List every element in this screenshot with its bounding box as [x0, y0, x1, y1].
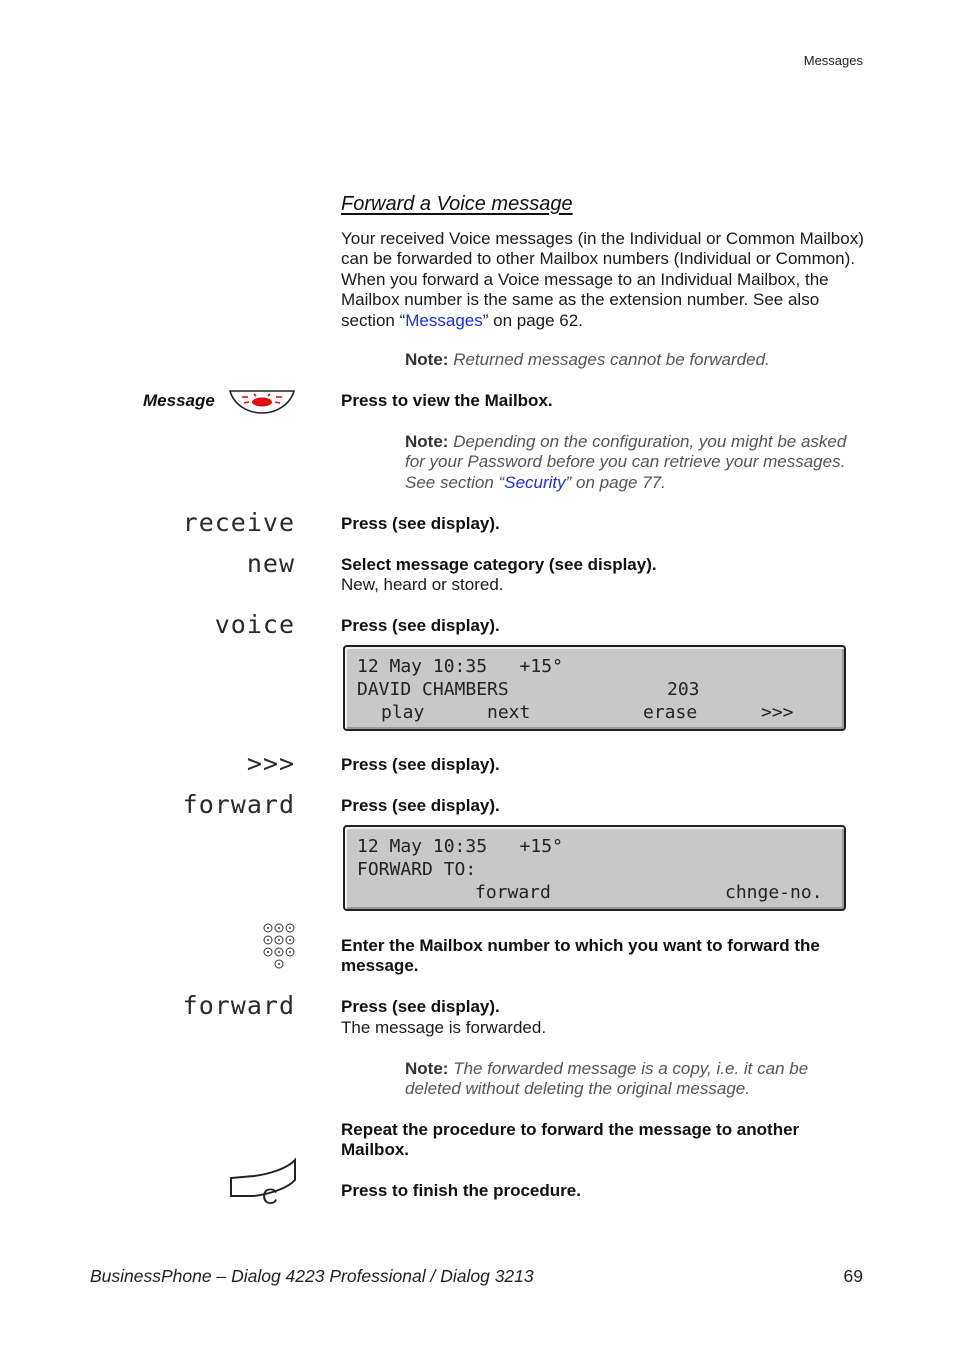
softkey-more[interactable]: >>> — [246, 749, 295, 778]
display-softkey-change-number: chnge-no. — [725, 882, 823, 903]
instruction-forward-confirm: Press (see display). — [341, 997, 500, 1016]
softkey-voice[interactable]: voice — [214, 610, 295, 639]
intro-text: Your received Voice messages (in the Individual or Common Mailbox) can be forwarded to other Mailbox numbers (Individual or Common). When you forward a Voice message to an Individual Mailbox, the Mailbox number is the same as the extension number. See also section “ — [341, 229, 864, 330]
display-softkey-play: play — [381, 702, 425, 723]
note-password — [405, 432, 865, 493]
softkey-new[interactable]: new — [246, 549, 295, 578]
display-softkey-next: next — [487, 702, 531, 723]
security-link[interactable]: Security — [504, 472, 566, 492]
note-returned — [405, 350, 865, 370]
instruction-repeat: Repeat the procedure to forward the message to another Mailbox. — [341, 1120, 800, 1160]
instruction-receive: Press (see display). — [341, 514, 500, 533]
forward-result: The message is forwarded. — [341, 1018, 547, 1037]
display-caller-name: DAVID CHAMBERS — [357, 679, 509, 700]
message-key-icon — [228, 387, 296, 415]
display-softkey-erase: erase — [643, 702, 698, 723]
note-text: The forwarded message is a copy, i.e. it can be deleted without deleting the original message. — [405, 1059, 809, 1099]
note-label: Note: — [405, 432, 449, 451]
running-header: Messages — [803, 53, 863, 68]
note-text: Depending on the configuration, you might be asked for your Password before you can retrieve your messages. See section “ — [405, 432, 847, 492]
display-date-line: 12 May 10:35 +15° — [357, 656, 563, 677]
instruction-view-mailbox: Press to view the Mailbox. — [341, 391, 553, 410]
softkey-receive[interactable]: receive — [182, 508, 295, 537]
phone-display-message — [343, 645, 846, 731]
phone-display-forward — [343, 825, 846, 911]
instruction-finish: Press to finish the procedure. — [341, 1181, 581, 1200]
note-label: Note: — [405, 1059, 449, 1078]
page-number: 69 — [843, 1266, 863, 1286]
section-title: Forward a Voice message — [341, 193, 573, 215]
display-forward-to: FORWARD TO: — [357, 859, 477, 880]
softkey-forward[interactable]: forward — [182, 790, 295, 819]
messages-link[interactable]: Messages — [405, 310, 483, 330]
instruction-more: Press (see display). — [341, 755, 500, 774]
note-text: Returned messages cannot be forwarded. — [453, 350, 770, 369]
display-caller-number: 203 — [667, 679, 700, 700]
intro-text-end: ” on page 62. — [482, 310, 583, 330]
display-softkey-more: >>> — [761, 702, 794, 723]
display-softkey-forward: forward — [475, 882, 551, 903]
note-label: Note: — [405, 350, 449, 369]
note-text-end: ” on page 77. — [565, 472, 666, 492]
display-date-line: 12 May 10:35 +15° — [357, 836, 563, 857]
instruction-voice: Press (see display). — [341, 616, 500, 635]
instruction-forward: Press (see display). — [341, 796, 500, 815]
note-copy — [405, 1059, 865, 1100]
instruction-select-category: Select message category (see display). — [341, 555, 657, 574]
keypad-icon — [262, 922, 298, 972]
softkey-forward-confirm[interactable]: forward — [182, 991, 295, 1020]
message-key-label: Message — [143, 391, 215, 410]
category-detail: New, heard or stored. — [341, 575, 504, 594]
intro-paragraph — [341, 229, 866, 331]
footer-title: BusinessPhone – Dialog 4223 Professional / Dialog 3213 — [90, 1266, 534, 1286]
clear-key-letter: C — [262, 1184, 278, 1209]
instruction-enter-mailbox: Enter the Mailbox number to which you want to forward the message. — [341, 936, 820, 976]
